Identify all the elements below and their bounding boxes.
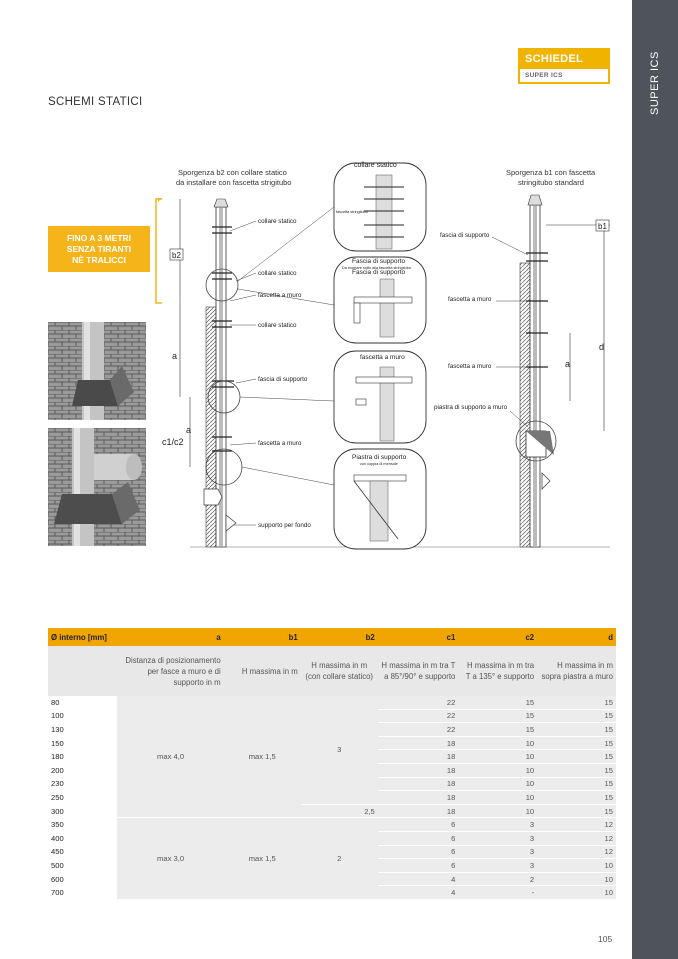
cell-c1: 18 [378, 750, 459, 764]
cell-d: 10 [537, 859, 616, 873]
cell-diameter: 100 [48, 709, 117, 723]
dim-b1: b1 [598, 222, 607, 231]
cell-diameter: 600 [48, 872, 117, 886]
left-wall [206, 307, 216, 547]
col-d: d [537, 628, 616, 646]
label-collare-2: collare statico [258, 270, 297, 277]
cell-c1: 18 [378, 763, 459, 777]
cell-b2-group1: 3 [301, 696, 378, 804]
cell-c2: 3 [458, 845, 537, 859]
desc-d: H massima in m sopra piastra a muro [537, 646, 616, 696]
callout-line-2: SENZA TIRANTI [66, 243, 132, 254]
cell-b1-group1: max 1,5 [224, 696, 301, 818]
schiedel-logo [518, 48, 610, 84]
cell-diameter: 180 [48, 750, 117, 764]
cell-b2-group2: 2 [301, 818, 378, 900]
desc-diameter [48, 646, 117, 696]
cell-diameter: 500 [48, 859, 117, 873]
cell-c2: - [458, 886, 537, 900]
col-c1: c1 [378, 628, 459, 646]
callout-line-3: NÈ TRALICCI [72, 254, 126, 265]
label-fascetta-4: fascetta a muro [448, 363, 492, 370]
cell-c2: 15 [458, 723, 537, 737]
col-a: a [117, 628, 223, 646]
desc-b2: H massima in m (con collare statico) [301, 646, 378, 696]
table-row [48, 818, 616, 832]
label-fascetta-1: fascetta a muro [258, 292, 302, 299]
diagram-text: fascetta stringitubo [336, 210, 368, 214]
cell-diameter: 230 [48, 777, 117, 791]
cell-diameter: 250 [48, 791, 117, 805]
cell-b2-300: 2,5 [301, 804, 378, 818]
desc-c2: H massima in m tra T a 135° e supporto [458, 646, 537, 696]
cell-d: 15 [537, 777, 616, 791]
cell-d: 15 [537, 763, 616, 777]
label-collare-3: collare statico [258, 322, 297, 329]
cell-diameter: 450 [48, 845, 117, 859]
cell-d: 15 [537, 804, 616, 818]
detail-fascia [334, 257, 426, 343]
cell-a-group2: max 3,0 [117, 818, 223, 900]
diagram-text: Piastra di supporto [352, 454, 407, 461]
cell-c2: 3 [458, 831, 537, 845]
side-band [632, 0, 678, 959]
cell-a-group1: max 4,0 [117, 696, 223, 818]
right-caption-2: stringitubo standard [518, 178, 584, 187]
cell-c2: 10 [458, 777, 537, 791]
photo-tee-support [48, 428, 146, 546]
cell-c2: 10 [458, 736, 537, 750]
cell-c1: 22 [378, 723, 459, 737]
cell-c2: 10 [458, 763, 537, 777]
cell-c2: 3 [458, 818, 537, 832]
cell-d: 15 [537, 723, 616, 737]
cell-c1: 4 [378, 886, 459, 900]
dim-b2: b2 [172, 251, 181, 260]
cell-diameter: 130 [48, 723, 117, 737]
cell-c1: 4 [378, 872, 459, 886]
cell-diameter: 150 [48, 736, 117, 750]
yellow-bracket [150, 198, 164, 304]
cell-c1: 6 [378, 831, 459, 845]
cell-diameter: 300 [48, 804, 117, 818]
cell-c2: 15 [458, 696, 537, 709]
cell-diameter: 200 [48, 763, 117, 777]
label-fascia-1: fascia di supporto [258, 376, 308, 383]
cell-b1-group2: max 1,5 [224, 818, 301, 900]
table-header-row [48, 628, 616, 646]
cell-c1: 18 [378, 777, 459, 791]
diagram-text: collare statico [354, 162, 397, 169]
cell-d: 10 [537, 872, 616, 886]
detail-collare [334, 162, 426, 251]
cell-c1: 18 [378, 804, 459, 818]
cell-c1: 18 [378, 736, 459, 750]
callout-line-1: FINO A 3 METRI [66, 232, 132, 243]
diagram-text: Fascia di supporto [352, 258, 406, 265]
cell-c1: 6 [378, 845, 459, 859]
cell-c1: 6 [378, 859, 459, 873]
cell-c2: 2 [458, 872, 537, 886]
cell-d: 15 [537, 736, 616, 750]
dim-a-left: a [172, 351, 178, 361]
cell-d: 12 [537, 845, 616, 859]
desc-c1: H massima in m tra T a 85°/90° e supporto [378, 646, 459, 696]
logo-brand: SCHIEDEL [520, 50, 608, 69]
description-row [48, 646, 616, 696]
cell-d: 10 [537, 886, 616, 900]
diagram-text: Fascia di supporto [352, 269, 406, 276]
dim-a-right: a [565, 359, 571, 369]
page-number: 105 [598, 934, 613, 944]
cell-c2: 10 [458, 804, 537, 818]
cell-c1: 22 [378, 709, 459, 723]
cell-diameter: 350 [48, 818, 117, 832]
photo-wall-support [48, 322, 146, 420]
cell-c2: 15 [458, 709, 537, 723]
section-title: SCHEMI STATICI [48, 96, 143, 108]
right-caption-1: Sporgenza b1 con fascetta [506, 168, 596, 177]
label-fascetta-2: fascetta a muro [258, 440, 302, 447]
callout-box [48, 226, 150, 272]
cell-diameter: 700 [48, 886, 117, 900]
logo-sub: SUPER ICS [525, 72, 563, 79]
cell-c1: 6 [378, 818, 459, 832]
side-label: SUPER ICS [649, 51, 661, 115]
col-b1: b1 [224, 628, 301, 646]
desc-a: Distanza di posizionamento per fasce a muro e di supporto in m [117, 646, 223, 696]
col-c2: c2 [458, 628, 537, 646]
right-wall [520, 263, 530, 547]
desc-b1: H massima in m [224, 646, 301, 696]
cell-d: 15 [537, 709, 616, 723]
detail-fascetta [334, 351, 426, 443]
diagram-text: Da montare sotto alla fascetta stringitubo [342, 266, 412, 270]
cell-c1: 22 [378, 696, 459, 709]
cell-c2: 3 [458, 859, 537, 873]
diagram-text: fascetta a muro [360, 354, 405, 361]
cell-c1: 18 [378, 791, 459, 805]
cell-d: 12 [537, 831, 616, 845]
static-data-table [48, 628, 616, 900]
table-row [48, 696, 616, 709]
cell-d: 15 [537, 696, 616, 709]
cell-diameter: 80 [48, 696, 117, 709]
col-b2: b2 [301, 628, 378, 646]
label-collare-1: collare statico [258, 218, 297, 225]
cell-c2: 10 [458, 750, 537, 764]
cell-d: 15 [537, 791, 616, 805]
diagram-text: con coppia di mensole [360, 462, 398, 466]
dim-d: d [599, 342, 605, 352]
cell-diameter: 400 [48, 831, 117, 845]
cell-d: 12 [537, 818, 616, 832]
label-supporto-fondo: supporto per fondo [258, 522, 311, 529]
cell-c2: 10 [458, 791, 537, 805]
left-caption-1: Sporgenza b2 con collare statico [178, 168, 287, 177]
dim-c1c2: c1/c2 [162, 437, 184, 447]
left-caption-2: da installare con fascetta strigitubo [176, 178, 292, 187]
label-piastra: piastra di supporto a muro [434, 404, 508, 411]
label-fascia-2: fascia di supporto [440, 232, 490, 239]
col-diameter: Ø interno [mm] [48, 628, 117, 646]
label-fascetta-3: fascetta a muro [448, 296, 492, 303]
detail-piastra [334, 449, 426, 549]
static-scheme-diagram [150, 155, 620, 555]
dim-a-left-2: a [186, 425, 192, 435]
cell-d: 15 [537, 750, 616, 764]
